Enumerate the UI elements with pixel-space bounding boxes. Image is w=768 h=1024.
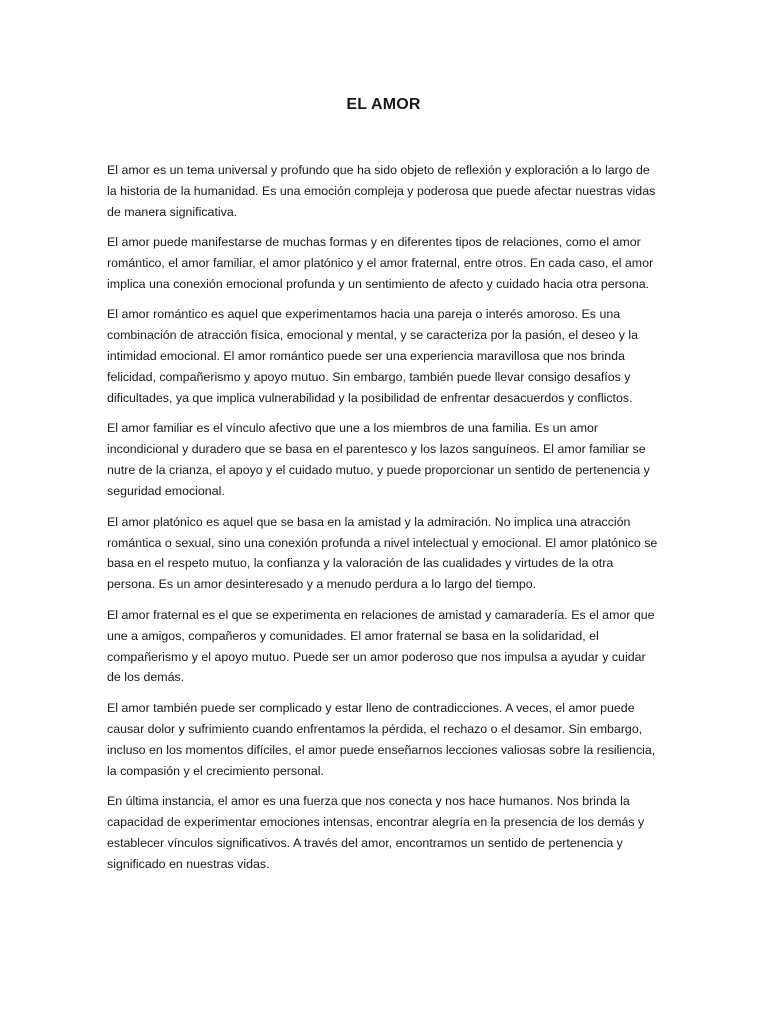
- paragraph-romantic-love: El amor romántico es aquel que experimentamos hacia una pareja o interés amoroso. Es una combinación de atracción física, emocional y mental, y se caracteriza por la pasión, el deseo y la intimidad emocional. El amor romántico puede ser una experiencia maravillosa que nos brinda felicidad, compañerismo y apoyo mutuo. Sin embargo, también puede llevar consigo desafíos y dificultades, ya que implica vulnerabilidad y la posibilidad de enfrentar desacuerdos y conflictos.: [107, 307, 639, 406]
- paragraph-platonic-love: El amor platónico es aquel que se basa en la amistad y la admiración. No implica una atracción romántica o sexual, sino una conexión profunda a nivel intelectual y emocional. El amor platónico se basa en el respeto mutuo, la confianza y la valoración de las cualidades y virtudes de la otra persona. Es un amor desinteresado y a menudo perdura a lo largo del tiempo.: [107, 514, 658, 592]
- paragraph-complicated-love: El amor también puede ser complicado y estar lleno de contradicciones. A veces, el amor puede causar dolor y sufrimiento cuando enfrentamos la pérdida, el rechazo o el desamor. Sin embargo, incluso en los momentos difíciles, el amor puede enseñarnos lecciones valiosas sobre la resiliencia, la compasión y el crecimiento personal.: [107, 700, 656, 778]
- paragraph-fraternal-love: El amor fraternal es el que se experimenta en relaciones de amistad y camaradería. Es el amor que une a amigos, compañeros y comunidades. El amor fraternal se basa en la solidaridad, el compañerismo y el apoyo mutuo. Puede ser un amor poderoso que nos impulsa a ayudar y cuidar de los demás.: [107, 607, 655, 685]
- paragraph-conclusion: En última instancia, el amor es una fuerza que nos conecta y nos hace humanos. Nos brinda la capacidad de experimentar emociones intensas, encontrar alegría en la presencia de los demás y establecer vínculos significativos. A través del amor, encontramos un sentido de pertenencia y significado en nuestras vidas.: [107, 793, 645, 871]
- document-title: EL AMOR: [346, 96, 421, 113]
- paragraph-forms-of-love: El amor puede manifestarse de muchas formas y en diferentes tipos de relaciones, como el amor romántico, el amor familiar, el amor platónico y el amor fraternal, entre otros. En cada caso, el amor implica una conexión emocional profunda y un sentimiento de afecto y cuidado hacia otra persona.: [107, 235, 654, 292]
- paragraph-intro: El amor es un tema universal y profundo que ha sido objeto de reflexión y exploración a lo largo de la historia de la humanidad. Es una emoción compleja y poderosa que puede afectar nuestras vidas de manera significativa.: [107, 163, 656, 219]
- paragraph-family-love: El amor familiar es el vínculo afectivo que une a los miembros de una familia. Es un amor incondicional y duradero que se basa en el parentesco y los lazos sanguíneos. El amor familiar se nutre de la crianza, el apoyo y el cuidado mutuo, y puede proporcionar un sentido de pertenencia y seguridad emocional.: [107, 421, 650, 499]
- document-body: [107, 160, 660, 875]
